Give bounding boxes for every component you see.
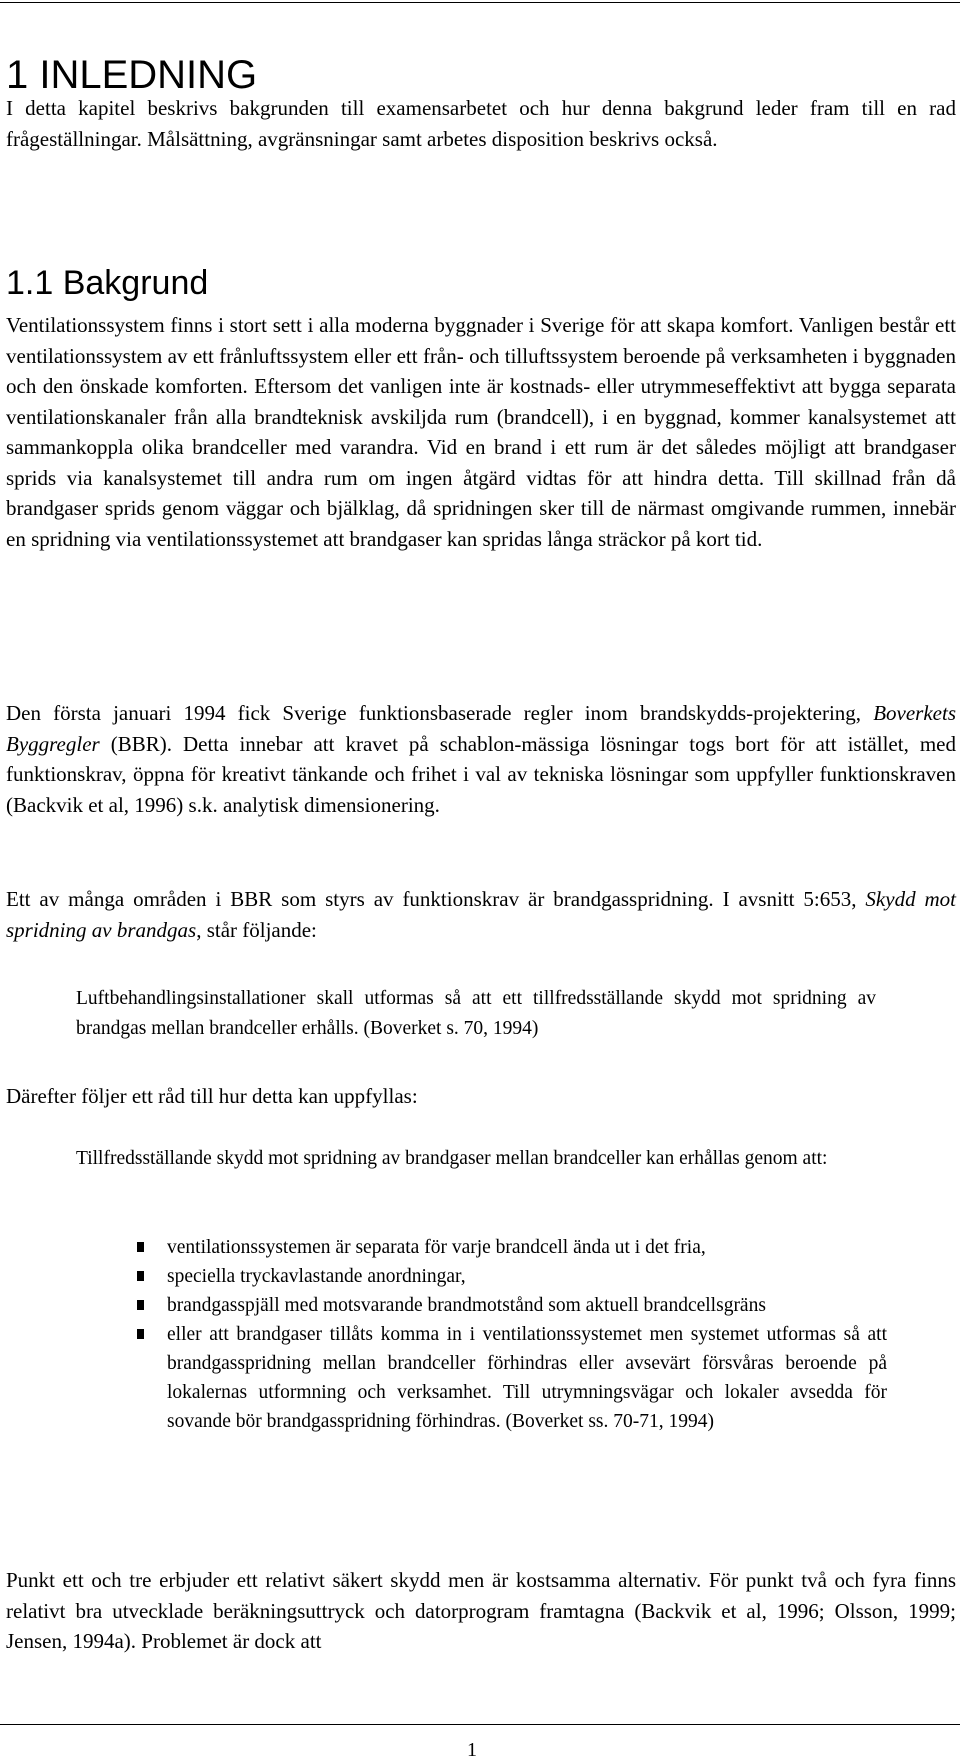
list-item: speciella tryckavlastande anordningar, (167, 1262, 887, 1291)
italic-title-bbr: Boverkets Byggregler (6, 701, 956, 756)
bullet-list (167, 1233, 887, 1436)
chapter-intro: I detta kapitel beskrivs bakgrunden till examensarbetet och hur denna bakgrund leder fram till en rad frågeställningar. Målsättning, avgränsningar samt arbetes disposition beskrivs också. (6, 96, 956, 151)
paragraph-4: Därefter följer ett råd till hur detta kan uppfyllas: (6, 1084, 418, 1108)
page-number: 1 (467, 1739, 477, 1761)
bullet-icon (137, 1271, 144, 1281)
paragraph-5: Punkt ett och tre erbjuder ett relativt säkert skydd men är kostsamma alternativ. För punkt två och fyra finns relativt bra utvecklade beräkningsuttryck och datorprogram framtagna (Backvik et al, 1996; Olsson, 1999; Jensen, 1994a). Problemet är dock att (6, 1568, 956, 1653)
footer-rule (0, 1724, 960, 1725)
quote-2: Tillfredsställande skydd mot spridning av brandgaser mellan brandceller kan erhållas genom att: (76, 1148, 828, 1169)
paragraph-2: Den första januari 1994 fick Sverige funktionsbaserade regler inom brandskydds-projektering, Boverkets Byggregler (BBR). Detta innebar att kravet på schablon-mässiga lösningar togs bort för att istället, med funktionskrav, öppna för kreativt tänkande och frihet i val av tekniska lösningar som uppfyller funktionskraven (Backvik et al, 1996) s.k. analytisk dimensionering. (6, 701, 956, 817)
bullet-icon (137, 1242, 144, 1252)
list-item: eller att brandgaser tillåts komma in i ventilationssystemet men systemet utformas så att brandgasspridning mellan brandceller förhindras eller avsevärt försvåras beroende på lokalernas utformning och verksamhet. Till utrymningsvägar och lokaler avsedda för sovande bör brandgasspridning förhindras. (Boverket ss. 70-71, 1994) (167, 1320, 887, 1436)
bullet-icon (137, 1329, 144, 1339)
quote-1: Luftbehandlingsinstallationer skall utformas så att ett tillfredsställande skydd mot spridning av brandgas mellan brandceller erhålls. (Boverket s. 70, 1994) (76, 988, 876, 1039)
chapter-title: 1 INLEDNING (6, 53, 258, 97)
paragraph-1: Ventilationssystem finns i stort sett i alla moderna byggnader i Sverige för att skapa komfort. Vanligen består ett ventilationssystem av ett frånluftssystem eller ett från- och tilluftssystem beroende på verksamheten i byggnaden och den önskade komforten. Eftersom det vanligen inte är kostnads- eller utrymmeseffektivt att bygga separata ventilationskanaler från alla brandteknisk avskiljda rum (brandcell), i en byggnad, kommer kanalsystemet att sammankoppla olika brandceller med varandra. Vid en brand i ett rum är det således möjligt att brandgaser sprids via kanalsystemet till andra rum om ingen åtgärd vidtas för att hindra detta. Till skillnad från då brandgaser sprids genom väggar och bjälklag, då spridningen sker till de närmast omgivande rummen, innebär en spridning via ventilationssystemet att brandgaser kan spridas långa sträckor på kort tid. (6, 313, 956, 551)
list-item: brandgasspjäll med motsvarande brandmotstånd som aktuell brandcellsgräns (167, 1291, 887, 1320)
list-item: ventilationssystemen är separata för varje brandcell ända ut i det fria, (167, 1233, 887, 1262)
header-rule (0, 2, 960, 3)
paragraph-3: Ett av många områden i BBR som styrs av funktionskrav är brandgasspridning. I avsnitt 5:653, Skydd mot spridning av brandgas, står följande: (6, 887, 956, 942)
bullet-icon (137, 1300, 144, 1310)
italic-title-skydd: Skydd mot spridning av brandgas (6, 887, 956, 942)
section-title: 1.1 Bakgrund (6, 264, 209, 302)
